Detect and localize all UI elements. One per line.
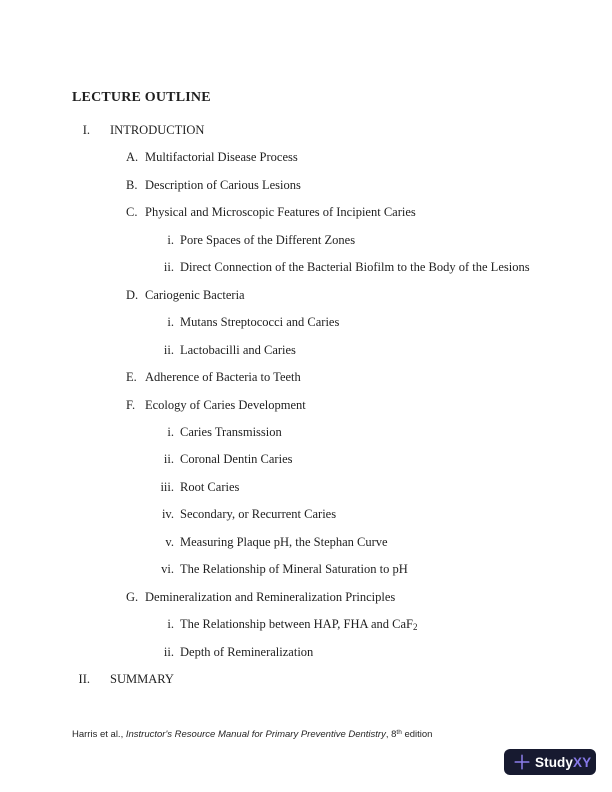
footer-edition-superscript: th — [396, 729, 402, 736]
outline-item-text: Depth of Remineralization — [180, 644, 314, 659]
outline-item-text: Caries Transmission — [180, 424, 282, 439]
outline-item-text: Lactobacilli and Caries — [180, 342, 296, 357]
outline-item-number: ii. — [163, 260, 174, 275]
outline-item-text: Adherence of Bacteria to Teeth — [145, 370, 301, 385]
outline-item — [0, 425, 612, 445]
logo-text-xy: XY — [573, 754, 592, 770]
outline-item-number: vi. — [161, 562, 174, 577]
outline-item-text: Pore Spaces of the Different Zones — [180, 232, 356, 247]
outline-item-number: i. — [167, 617, 174, 632]
plus-icon-strokes — [515, 755, 529, 769]
outline-item — [0, 398, 612, 418]
outline-item — [0, 288, 612, 308]
outline-item-text: Direct Connection of the Bacterial Biofilm to the Body of the Lesions — [180, 260, 530, 275]
outline-item-text: Cariogenic Bacteria — [145, 287, 245, 302]
outline-item-number: ii. — [163, 644, 174, 659]
outline-item — [0, 370, 612, 390]
outline-item-number: B. — [126, 177, 138, 192]
outline-item-number: i. — [167, 315, 174, 330]
footer-edition-word: edition — [401, 729, 433, 740]
page-title: LECTURE OUTLINE — [72, 90, 211, 105]
outline-item-number: F. — [126, 397, 136, 412]
outline-item-number: C. — [126, 205, 138, 220]
outline-item-number: ii. — [163, 342, 174, 357]
outline-item-text: Coronal Dentin Caries — [180, 452, 293, 467]
outline-item-number: i. — [167, 424, 174, 439]
outline-item — [0, 452, 612, 472]
outline-item-text: Physical and Microscopic Features of Incipient Caries — [145, 205, 416, 220]
outline-item-number: E. — [126, 370, 137, 385]
outline-item-text: Mutans Streptococci and Caries — [180, 315, 340, 330]
outline-item — [0, 178, 612, 198]
outline-item-number: i. — [167, 232, 174, 247]
studyxy-logo-badge — [504, 749, 596, 775]
outline-item — [0, 123, 612, 143]
outline-item-text: Ecology of Caries Development — [145, 397, 306, 412]
outline-item-text: Multifactorial Disease Process — [145, 150, 298, 165]
outline-item-number: D. — [126, 287, 139, 302]
outline-item — [0, 645, 612, 665]
outline-item — [0, 315, 612, 335]
logo-text-study: Study — [535, 754, 574, 770]
outline-item-number: iv. — [161, 507, 174, 522]
outline-item — [0, 260, 612, 280]
outline-item-text: Demineralization and Remineralization Principles — [145, 589, 396, 604]
outline-item-text: SUMMARY — [110, 672, 174, 686]
outline-item-text: The Relationship between HAP, FHA and CaF$_2$ — [180, 617, 418, 633]
outline-item-text: INTRODUCTION — [110, 123, 205, 137]
outline-item-text: Description of Carious Lesions — [145, 177, 301, 192]
outline-item — [0, 672, 612, 692]
outline-item — [0, 507, 612, 527]
outline-item — [0, 480, 612, 500]
outline-item — [0, 233, 612, 253]
subscript: 2 — [412, 622, 418, 633]
outline-item-number: v. — [165, 534, 174, 549]
footer-book-title: Instructor's Resource Manual for Primary Preventive Dentistry — [125, 729, 386, 740]
outline-item-number: I. — [82, 123, 90, 137]
outline-item-number: II. — [78, 672, 90, 686]
outline-item-text: Secondary, or Recurrent Caries — [180, 507, 337, 522]
plus-icon — [514, 754, 530, 770]
outline-item-text: Measuring Plaque pH, the Stephan Curve — [180, 534, 388, 549]
outline-item-text: Root Caries — [180, 479, 240, 494]
outline-item-number: A. — [126, 150, 139, 165]
outline-item-number: iii. — [160, 479, 174, 494]
outline-item — [0, 562, 612, 582]
logo-wordmark — [535, 755, 591, 770]
footer-edition-number: , 8 — [385, 729, 397, 740]
footer-authors: Harris et al., — [72, 729, 126, 740]
outline-item — [0, 535, 612, 555]
outline-item — [0, 617, 612, 637]
outline-item — [0, 150, 612, 170]
outline-item — [0, 205, 612, 225]
outline-item-number: ii. — [163, 452, 174, 467]
footer-citation — [72, 729, 432, 741]
outline-item-number: G. — [126, 589, 139, 604]
outline-item — [0, 590, 612, 610]
outline-item — [0, 343, 612, 363]
outline-item-text: The Relationship of Mineral Saturation to pH — [180, 562, 408, 577]
